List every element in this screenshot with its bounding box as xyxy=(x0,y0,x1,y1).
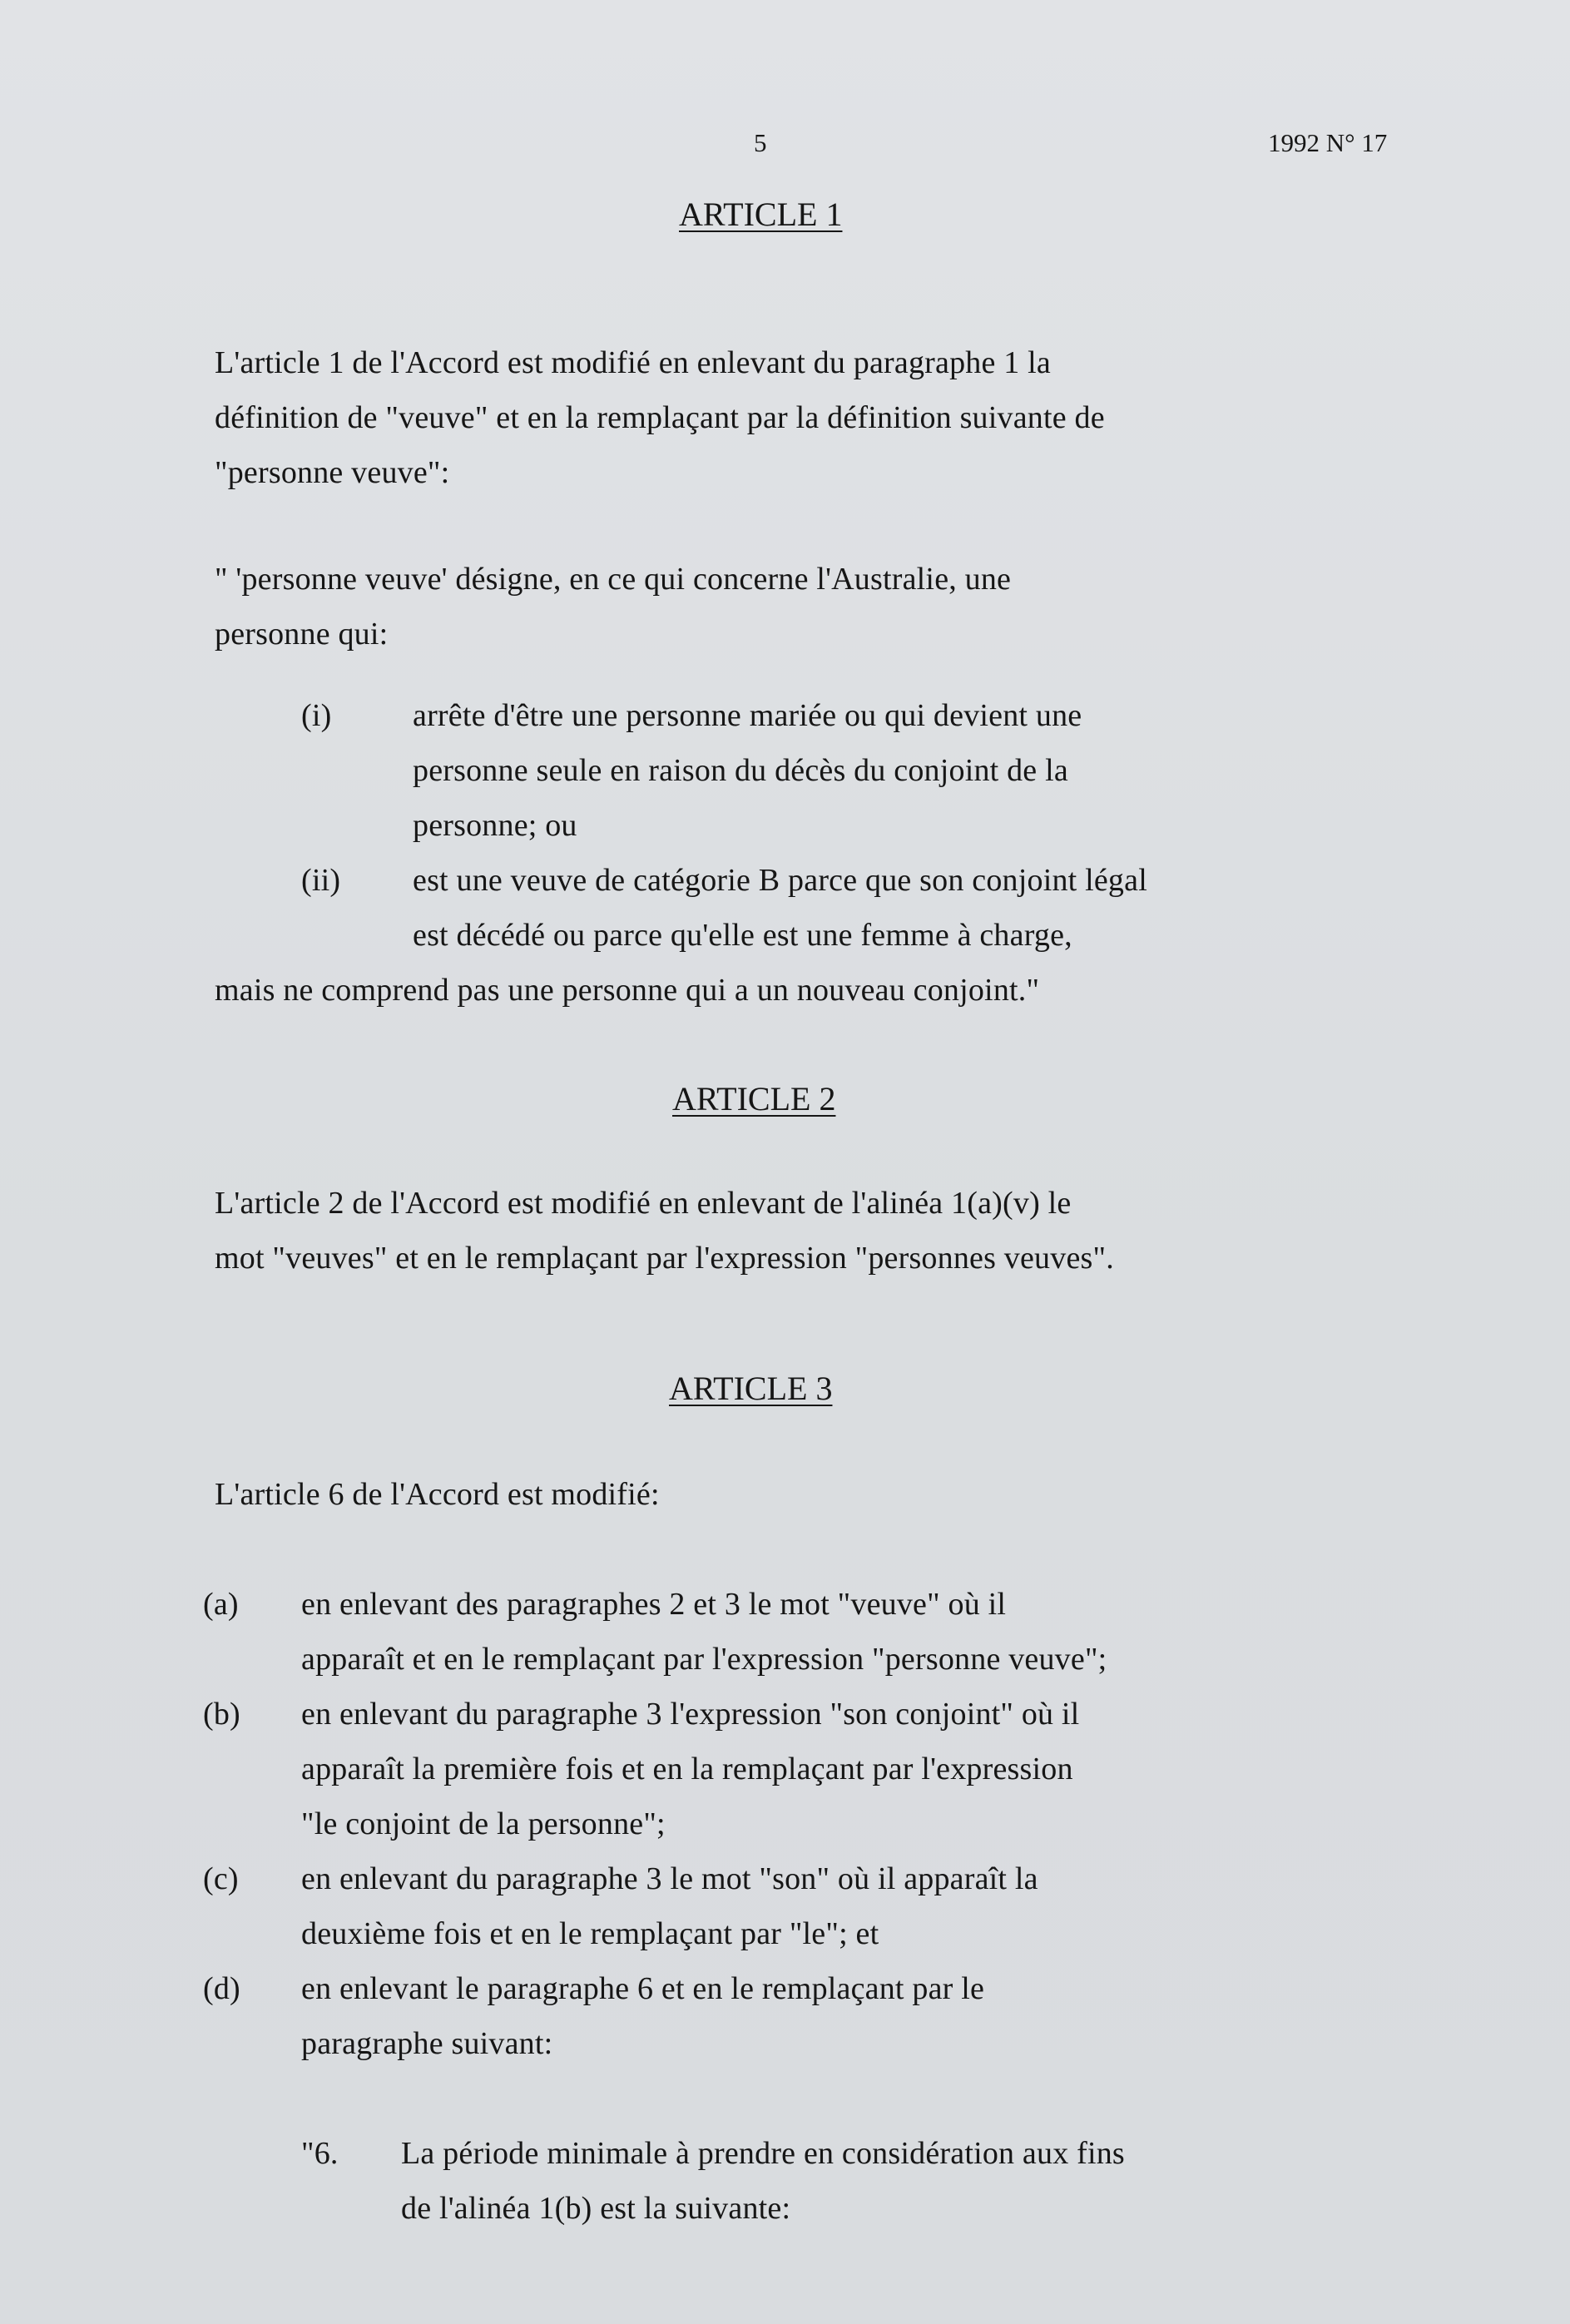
list-item-line: paragraphe suivant: xyxy=(301,2026,553,2061)
list-item-line: personne seule en raison du décès du conjoint de la xyxy=(413,753,1068,788)
list-item-line: personne; ou xyxy=(413,808,577,843)
list-item-line: La période minimale à prendre en considération aux fins xyxy=(401,2136,1125,2171)
list-marker: (i) xyxy=(301,698,332,733)
list-marker: (d) xyxy=(203,1971,240,2006)
list-item-line: arrête d'être une personne mariée ou qui devient une xyxy=(413,698,1082,733)
page-number: 5 xyxy=(754,128,767,157)
paragraph-line: L'article 2 de l'Accord est modifié en enlevant de l'alinéa 1(a)(v) le xyxy=(215,1186,1072,1221)
document-reference: 1992 N° 17 xyxy=(1268,128,1388,157)
list-marker: (a) xyxy=(203,1587,239,1622)
list-item-line: "le conjoint de la personne"; xyxy=(301,1806,666,1841)
list-item-line: apparaît la première fois et en la remplaçant par l'expression xyxy=(301,1752,1073,1786)
list-marker: "6. xyxy=(301,2136,339,2171)
list-item-line: est une veuve de catégorie B parce que son conjoint légal xyxy=(413,863,1147,898)
paragraph-line: L'article 6 de l'Accord est modifié: xyxy=(215,1477,660,1512)
list-item-line: en enlevant des paragraphes 2 et 3 le mot "veuve" où il xyxy=(301,1587,1007,1622)
list-item-line: deuxième fois et en le remplaçant par "le"; et xyxy=(301,1916,879,1951)
definition-line: personne qui: xyxy=(215,617,389,652)
closing-line: mais ne comprend pas une personne qui a un nouveau conjoint." xyxy=(215,973,1040,1008)
list-item-line: en enlevant du paragraphe 3 le mot "son" où il apparaît la xyxy=(301,1861,1038,1896)
paragraph-line: définition de "veuve" et en la remplaçant par la définition suivante de xyxy=(215,400,1105,435)
paragraph-line: mot "veuves" et en le remplaçant par l'expression "personnes veuves". xyxy=(215,1241,1114,1276)
list-marker: (b) xyxy=(203,1697,240,1732)
list-item-line: est décédé ou parce qu'elle est une femme à charge, xyxy=(413,918,1072,953)
definition-line: " 'personne veuve' désigne, en ce qui concerne l'Australie, une xyxy=(215,562,1012,597)
list-marker: (c) xyxy=(203,1861,239,1896)
list-item-line: en enlevant le paragraphe 6 et en le remplaçant par le xyxy=(301,1971,985,2006)
article-heading: ARTICLE 1 xyxy=(679,196,843,233)
list-item-line: en enlevant du paragraphe 3 l'expression "son conjoint" où il xyxy=(301,1697,1080,1732)
list-item-line: apparaît et en le remplaçant par l'expression "personne veuve"; xyxy=(301,1642,1107,1677)
list-item-line: de l'alinéa 1(b) est la suivante: xyxy=(401,2191,791,2226)
paragraph-line: L'article 1 de l'Accord est modifié en enlevant du paragraphe 1 la xyxy=(215,345,1051,380)
paragraph-line: "personne veuve": xyxy=(215,455,450,490)
article-heading: ARTICLE 2 xyxy=(672,1080,836,1117)
list-marker: (ii) xyxy=(301,863,341,898)
article-heading: ARTICLE 3 xyxy=(669,1370,833,1407)
